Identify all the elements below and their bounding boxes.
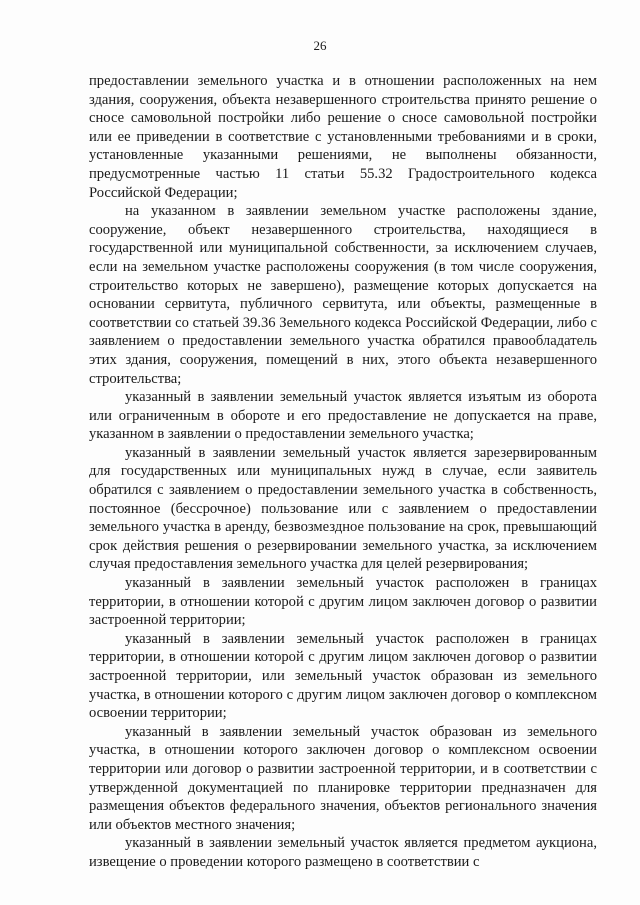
- paragraph-6: указанный в заявлении земельный участок расположен в границах территории, в отношении которой с другим лицом заключен договор о развитии застроенной территории, или земельный участок образован из земельного участка, в отношении которого с другим лицом заключен договор о комплексном освоении территории;: [89, 630, 597, 722]
- paragraph-8: указанный в заявлении земельный участок является предметом аукциона, извещение о проведении которого размещено в соответствии с: [89, 835, 597, 870]
- document-body: [89, 72, 597, 872]
- paragraph-3: указанный в заявлении земельный участок является изъятым из оборота или ограниченным в обороте и его предоставление не допускается на праве, указанном в заявлении о предоставлении земельного участка;: [89, 389, 597, 443]
- paragraph-4: указанный в заявлении земельный участок является зарезервированным для государственных или муниципальных нужд в случае, если заявитель обратился с заявлением о предоставлении земельного участка в собственность, постоянное (бессрочное) пользование или с заявлением о предоставлении земельного участка в аренду, безвозмездное пользование на срок, превышающий срок действия решения о резервировании земельного участка, за исключением случая предоставления земельного участка для целей резервирования;: [89, 444, 597, 573]
- page-number: 26: [313, 38, 327, 53]
- paragraph-5: указанный в заявлении земельный участок расположен в границах территории, в отношении которой с другим лицом заключен договор о развитии застроенной территории;: [89, 575, 597, 629]
- paragraph-2: на указанном в заявлении земельном участке расположены здание, сооружение, объект незавершенного строительства, находящиеся в государственной или муниципальной собственности, за исключением случаев, если на земельном участке расположены сооружения (в том числе сооружения, строительство которых не завершено), размещение которых допускается на основании сервитута, публичного сервитута, или объекты, размещенные в соответствии со статьей 39.36 Земельного кодекса Российской Федерации, либо с заявлением о предоставлении земельного участка обратился правообладатель этих здания, сооружения, помещений в них, этого объекта незавершенного строительства;: [89, 203, 597, 387]
- paragraph-7: указанный в заявлении земельный участок образован из земельного участка, в отношении которого заключен договор о комплексном освоении территории или договор о развитии застроенной территории, и в соответствии с утвержденной документацией по планировке территории предназначен для размещения объектов федерального значения, объектов регионального значения или объектов местного значения;: [89, 723, 597, 833]
- paragraph-1: предоставлении земельного участка и в отношении расположенных на нем здания, сооружения, объекта незавершенного строительства принято решение о сносе самовольной постройки либо решение о сносе самовольной постройки или ее приведении в соответствие с установленными требованиями и в сроки, установленные указанными решениями, не выполнены обязанности, предусмотренные частью 11 статьи 55.32 Градостроительного кодекса Российской Федерации;: [89, 73, 597, 201]
